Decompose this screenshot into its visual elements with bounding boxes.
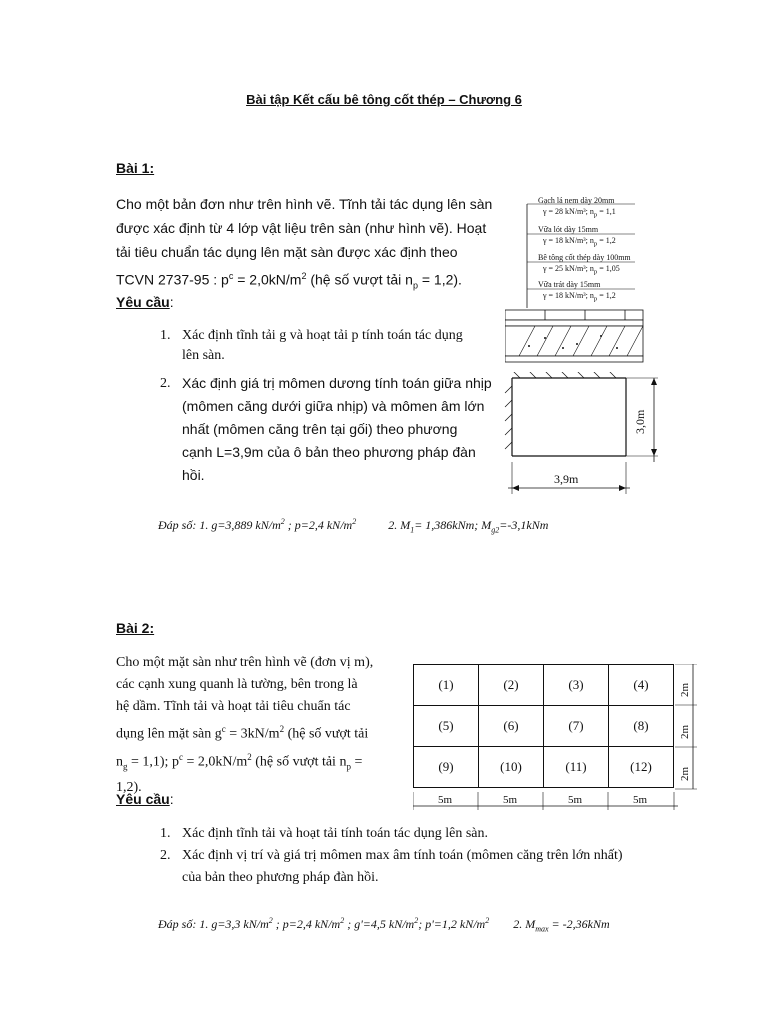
desc-line: hệ dầm. Tĩnh tải và hoạt tải tiêu chuẩn tác (116, 699, 351, 714)
dimension-height: 3,0m (633, 409, 647, 434)
layer-property: γ = 25 kN/m³; $n_p = 1,05$ (543, 264, 620, 276)
requirement-item: 1. Xác định tĩnh tải và hoạt tải tính toán tác dụng lên sàn. (160, 826, 488, 841)
floor-grid-figure (413, 664, 691, 806)
panel-cell: (12) (609, 747, 674, 788)
desc-line: tải tiêu chuẩn tác dụng lên mặt sàn được xác định theo (116, 244, 458, 260)
layer-property: γ = 18 kN/m³; $n_p = 1,2$ (543, 291, 616, 303)
exercise-1-description (116, 192, 506, 297)
panel-cell: (10) (479, 747, 544, 788)
page-title: Bài tập Kết cấu bê tông cốt thép – Chương 6 (246, 92, 522, 107)
layer-label: Vữa trát dày 15mm (538, 280, 601, 289)
exercise-1-heading: Bài 1: (116, 160, 155, 176)
requirements-list-1 (160, 326, 500, 487)
column-dimension: 5m (633, 794, 648, 806)
layer-label: Bê tông cốt thép dày 100mm (538, 253, 631, 262)
dimension-width: 3,9m (554, 472, 579, 486)
requirement-item: 1. Xác định tĩnh tải g và hoạt tải p tính toán tác dụng lên sàn. (160, 328, 463, 363)
panel-cell: (7) (544, 706, 609, 747)
slab-plan-drawing (500, 372, 670, 502)
row-dimension: 2m (679, 766, 691, 781)
panel-cell: (5) (414, 706, 479, 747)
exercise-2-answer: Đáp số: 1. g=3,3 $kN/m^2$ ; p=2,4 $kN/m^2$ ; g'=4,5 $kN/m^2$; p'=1,2 $kN/m^2$ 2. $M_{max} = -2,36kNm$ (158, 916, 610, 934)
panel-cell: (1) (414, 665, 479, 706)
column-dimension: 5m (503, 794, 518, 806)
desc-line: được xác định từ 4 lớp vật liệu trên sàn (như hình vẽ). Hoạt (116, 220, 487, 236)
layer-label: Gạch lá nem dày 20mm (538, 196, 615, 205)
panel-cell: (4) (609, 665, 674, 706)
desc-line: Cho một bản đơn như trên hình vẽ. Tĩnh tải tác dụng lên sàn (116, 196, 493, 212)
column-dimension: 5m (438, 794, 453, 806)
desc-line: TCVN 2737-95 : $p^c = 2,0kN/m^2$ (hệ số vượt tải $n_p = 1,2$). (116, 271, 462, 291)
layer-property: γ = 28 kN/m³; $n_p = 1,1$ (543, 207, 616, 219)
requirements-list-2 (160, 823, 700, 889)
desc-line: dụng lên mặt sàn $g^c = 3kN/m^2$ (hệ số vượt tải (116, 724, 369, 742)
requirement-item: 2. Xác định giá trị mômen dương tính toán giữa nhịp (mômen căng dưới giữa nhịp) và mômen âm lớn nhất (mômen căng trên tại gối) theo phương cạnh L=3,9m của ô bản theo phương pháp đàn hồi. (160, 375, 492, 483)
panel-cell: (6) (479, 706, 544, 747)
exercise-2-heading: Bài 2: (116, 620, 155, 636)
panel-cell: (11) (544, 747, 609, 788)
desc-line: Cho một mặt sàn như trên hình vẽ (đơn vị m), (116, 655, 374, 670)
row-dimension: 2m (679, 682, 691, 697)
layer-label: Vữa lót dày 15mm (538, 225, 599, 234)
panel-cell: (9) (414, 747, 479, 788)
layer-property: γ = 18 kN/m³; $n_p = 1,2$ (543, 236, 616, 248)
panel-cell: (3) (544, 665, 609, 706)
row-dimension: 2m (679, 724, 691, 739)
desc-line: các cạnh xung quanh là tường, bên trong là (116, 677, 358, 692)
slab-plan-figure (500, 372, 670, 502)
desc-line: $n_g = 1,1$); $p^c = 2,0kN/m^2$ (hệ số vượt tải $n_p$ = (116, 751, 363, 772)
exercise-1-answer: Đáp số: 1. g=3,889 $kN/m^2$ ; p=2,4 $kN/m^2$ 2. $M_1= 1,386kNm$; $M_{g2}=-3,1kNm$ (158, 517, 549, 535)
column-dimension: 5m (568, 794, 583, 806)
panel-cell: (8) (609, 706, 674, 747)
floor-grid (413, 664, 674, 788)
exercise-2-description (116, 652, 406, 799)
requirements-label-2: Yêu cầu: (116, 791, 174, 807)
requirements-label-1: Yêu cầu: (116, 294, 174, 310)
desc-line: 1,2). (116, 780, 142, 796)
requirement-item: 2. Xác định vị trí và giá trị mômen max âm tính toán (mômen căng trên lớn nhất) của bản theo phương pháp đàn hồi. (160, 848, 623, 885)
panel-cell: (2) (479, 665, 544, 706)
floor-section-figure (505, 196, 655, 366)
